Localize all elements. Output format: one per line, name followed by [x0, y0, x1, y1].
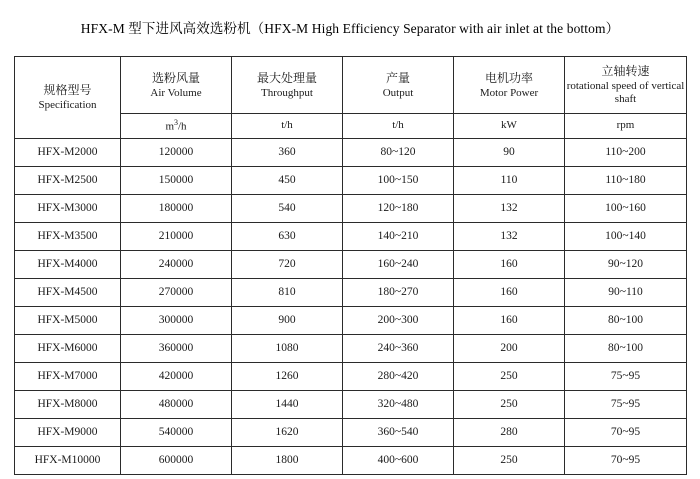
cell-output: 360~540 [343, 419, 454, 447]
table-row [15, 167, 687, 195]
cell-air-volume: 300000 [121, 307, 232, 335]
cell-motor-power: 160 [454, 251, 565, 279]
cell-specification: HFX-M10000 [15, 447, 121, 475]
page-title: HFX-M 型下进风高效选粉机（HFX-M High Efficiency Separator with air inlet at the bottom） [80, 21, 620, 36]
cell-output: 280~420 [343, 363, 454, 391]
cell-motor-power: 160 [454, 279, 565, 307]
cell-motor-power: 132 [454, 223, 565, 251]
cell-air-volume: 120000 [121, 139, 232, 167]
cell-motor-power: 250 [454, 391, 565, 419]
column-header-air-volume-cn: 选粉风量 [151, 70, 200, 85]
column-header-shaft-speed-cn: 立轴转速 [601, 64, 650, 79]
table-row [15, 223, 687, 251]
cell-throughput: 450 [232, 167, 343, 195]
table-body [15, 139, 687, 475]
column-header-specification-cn: 规格型号 [43, 83, 92, 98]
cell-shaft-speed: 90~120 [565, 251, 687, 279]
table-row [15, 279, 687, 307]
table-row [15, 251, 687, 279]
table-row [15, 195, 687, 223]
column-header-throughput-cn: 最大处理量 [256, 70, 317, 85]
cell-specification: HFX-M5000 [15, 307, 121, 335]
cell-motor-power: 250 [454, 447, 565, 475]
unit-shaft-speed: rpm [565, 114, 687, 139]
cell-shaft-speed: 100~160 [565, 195, 687, 223]
cell-motor-power: 110 [454, 167, 565, 195]
cell-specification: HFX-M7000 [15, 363, 121, 391]
cell-specification: HFX-M3500 [15, 223, 121, 251]
cell-shaft-speed: 70~95 [565, 419, 687, 447]
cell-shaft-speed: 100~140 [565, 223, 687, 251]
cell-throughput: 1260 [232, 363, 343, 391]
column-header-throughput [232, 57, 343, 114]
cell-air-volume: 240000 [121, 251, 232, 279]
cell-throughput: 360 [232, 139, 343, 167]
cell-throughput: 630 [232, 223, 343, 251]
cell-output: 400~600 [343, 447, 454, 475]
spec-table-container [0, 56, 700, 475]
cell-throughput: 1080 [232, 335, 343, 363]
cell-air-volume: 360000 [121, 335, 232, 363]
cell-motor-power: 160 [454, 307, 565, 335]
cell-throughput: 1620 [232, 419, 343, 447]
column-header-shaft-speed-en: rotational speed of vertical shaft [566, 80, 685, 105]
cell-shaft-speed: 75~95 [565, 363, 687, 391]
cell-air-volume: 210000 [121, 223, 232, 251]
cell-motor-power: 250 [454, 363, 565, 391]
cell-air-volume: 540000 [121, 419, 232, 447]
cell-specification: HFX-M8000 [15, 391, 121, 419]
cell-output: 320~480 [343, 391, 454, 419]
cell-motor-power: 90 [454, 139, 565, 167]
cell-shaft-speed: 90~110 [565, 279, 687, 307]
unit-output: t/h [343, 114, 454, 139]
cell-specification: HFX-M2500 [15, 167, 121, 195]
cell-motor-power: 132 [454, 195, 565, 223]
cell-output: 120~180 [343, 195, 454, 223]
cell-shaft-speed: 110~180 [565, 167, 687, 195]
cell-air-volume: 480000 [121, 391, 232, 419]
table-row [15, 139, 687, 167]
cell-air-volume: 270000 [121, 279, 232, 307]
cell-specification: HFX-M3000 [15, 195, 121, 223]
cell-shaft-speed: 70~95 [565, 447, 687, 475]
unit-air-volume: $m^3/h$ [121, 114, 232, 139]
table-row [15, 307, 687, 335]
cell-specification: HFX-M4500 [15, 279, 121, 307]
specification-table [14, 56, 687, 475]
table-row [15, 447, 687, 475]
cell-shaft-speed: 80~100 [565, 307, 687, 335]
cell-specification: HFX-M2000 [15, 139, 121, 167]
cell-throughput: 720 [232, 251, 343, 279]
cell-output: 140~210 [343, 223, 454, 251]
cell-shaft-speed: 75~95 [565, 391, 687, 419]
cell-specification: HFX-M6000 [15, 335, 121, 363]
column-header-air-volume-en: Air Volume [150, 86, 202, 99]
column-header-specification [15, 57, 121, 139]
cell-output: 160~240 [343, 251, 454, 279]
cell-output: 80~120 [343, 139, 454, 167]
column-header-motor-power [454, 57, 565, 114]
cell-output: 200~300 [343, 307, 454, 335]
column-header-output [343, 57, 454, 114]
column-header-shaft-speed [565, 57, 687, 114]
column-header-motor-power-cn: 电机功率 [484, 70, 533, 85]
cell-air-volume: 600000 [121, 447, 232, 475]
cell-shaft-speed: 80~100 [565, 335, 687, 363]
column-header-output-cn: 产量 [385, 70, 410, 85]
table-header-row-main [15, 57, 687, 114]
cell-motor-power: 200 [454, 335, 565, 363]
column-header-motor-power-en: Motor Power [479, 86, 539, 99]
cell-throughput: 1800 [232, 447, 343, 475]
cell-output: 100~150 [343, 167, 454, 195]
table-row [15, 419, 687, 447]
cell-throughput: 1440 [232, 391, 343, 419]
cell-output: 240~360 [343, 335, 454, 363]
unit-motor-power: kW [454, 114, 565, 139]
table-row [15, 335, 687, 363]
cell-throughput: 540 [232, 195, 343, 223]
column-header-air-volume [121, 57, 232, 114]
unit-throughput: t/h [232, 114, 343, 139]
table-row [15, 363, 687, 391]
cell-specification: HFX-M4000 [15, 251, 121, 279]
cell-output: 180~270 [343, 279, 454, 307]
table-header [15, 57, 687, 139]
cell-throughput: 810 [232, 279, 343, 307]
column-header-throughput-en: Throughput [261, 86, 313, 99]
cell-air-volume: 150000 [121, 167, 232, 195]
cell-shaft-speed: 110~200 [565, 139, 687, 167]
column-header-specification-en: Specification [38, 99, 97, 112]
cell-specification: HFX-M9000 [15, 419, 121, 447]
cell-air-volume: 180000 [121, 195, 232, 223]
cell-air-volume: 420000 [121, 363, 232, 391]
cell-motor-power: 280 [454, 419, 565, 447]
table-row [15, 391, 687, 419]
cell-throughput: 900 [232, 307, 343, 335]
column-header-output-en: Output [382, 86, 414, 99]
